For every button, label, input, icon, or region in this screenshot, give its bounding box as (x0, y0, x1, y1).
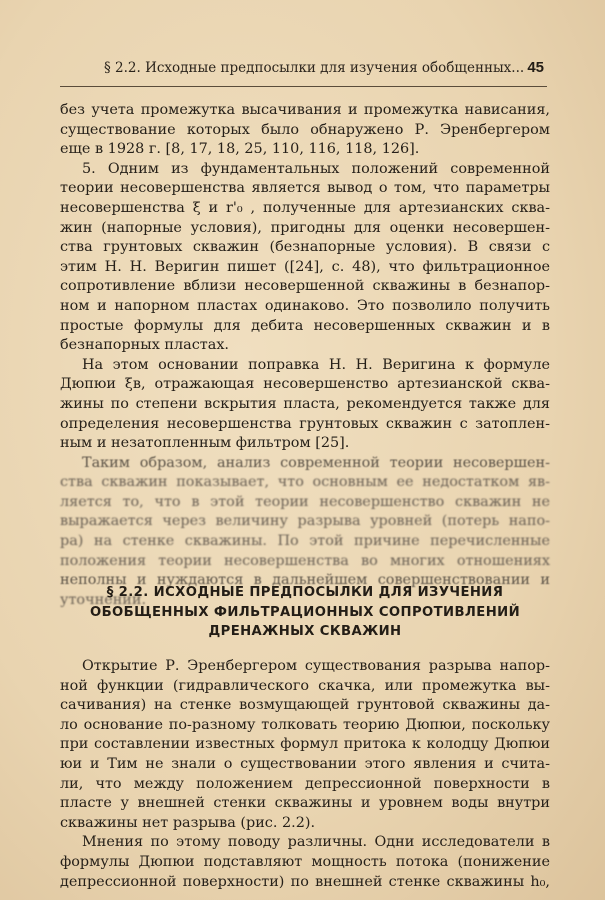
text-line: Открытие Р. Эренбергером существования разрыва напор- (82, 658, 550, 674)
section-text-block (60, 657, 550, 892)
text-line: На этом основании поправка Н. Н. Веригина к формуле (82, 356, 550, 373)
text-line: пласте у внешней стенки скважины и уровнем воды внутри (60, 795, 550, 812)
running-head (104, 60, 544, 82)
page-number: 45 (527, 59, 544, 76)
text-line: ным и незатопленным фильтром [25]. (60, 435, 350, 452)
paragraph-discovery (60, 657, 550, 833)
text-line: формулы Дюпюи подставляют мощность потока (понижение (60, 853, 550, 870)
text-line: еще в 1928 г. [8, 17, 18, 25, 110, 116, 118, 126]. (60, 141, 420, 158)
text-line: ном и напорном пластах одинаково. Это позволило получить (60, 297, 550, 314)
text-line: определения несовершенства грунтовых скважин с затоплен- (60, 415, 550, 432)
text-line: скважины нет разрыва (рис. 2.2). (60, 814, 316, 831)
text-line: существование которых было обнаружено Р. Эренбергером (60, 121, 550, 138)
section-heading-line: ОБОБЩЕННЫХ ФИЛЬТРАЦИОННЫХ СОПРОТИВЛЕНИЙ (89, 604, 521, 620)
text-line: ра) на стенке скважины. По этой причине перечисленные (60, 533, 550, 550)
text-line: положения теории несовершенства во многих отношениях (60, 552, 550, 569)
paragraph-point-5 (60, 160, 550, 356)
text-line: депрессионной поверхности) по внешней стенке скважины h₀, (60, 873, 550, 890)
text-line: при составлении известных формул притока к колодцу Дюпюи (60, 736, 550, 753)
text-line: безнапорных пластах. (60, 337, 230, 354)
text-line: ства грунтовых скважин (безнапорные условия). В связи с (60, 239, 550, 256)
text-line: простые формулы для дебита несовершенных скважин и в (60, 317, 550, 334)
text-line: сачивания) на стенке возмущающей грунтовой скважины да- (60, 697, 550, 714)
section-heading-line: ДРЕНАЖНЫХ СКВАЖИН (208, 624, 402, 639)
text-line: выражается через величину разрыва уровней (потерь напо- (60, 513, 550, 530)
text-line: жины по степени вскрытия пласта, рекомендуется также для (60, 395, 550, 412)
text-line: этим Н. Н. Веригин пишет ([24], с. 48), что фильтрационное (60, 258, 550, 275)
text-line: Дюпюи ξв, отражающая несовершенство артезианской сква- (60, 376, 550, 393)
text-line: ства скважин показывает, что основным ее недостатком яв- (60, 474, 550, 491)
text-line: Таким образом, анализ современной теории несовершен- (82, 454, 550, 471)
paragraph-continuation (60, 101, 550, 160)
text-line: жин (напорные условия), пригодны для оценки несовершен- (60, 219, 550, 236)
text-line: без учета промежутка высачивания и промежутка нависания, (60, 102, 550, 118)
text-line: сопротивление вблизи несовершенной скважины в безнапор- (60, 278, 550, 295)
text-line: теории несовершенства является вывод о том, что параметры (60, 180, 550, 197)
text-line: Мнения по этому поводу различны. Одни исследователи в (82, 834, 550, 851)
top-text-block (60, 101, 550, 610)
text-line: ло основание по-разному толковать теорию Дюпюи, поскольку (60, 716, 550, 733)
section-heading-line: § 2.2. ИСХОДНЫЕ ПРЕДПОСЫЛКИ ДЛЯ ИЗУЧЕНИЯ (106, 585, 504, 600)
text-line: ли, что между положением депрессионной поверхности в (60, 775, 550, 792)
text-line: неполны и нуждаются в дальнейшем совершенствовании и (60, 572, 550, 589)
section-heading (60, 583, 550, 642)
running-title: § 2.2. Исходные предпосылки для изучения обобщенных... (104, 60, 525, 76)
text-line: уточнении. (60, 591, 147, 608)
text-line: несовершенства ξ и r'₀ , полученные для артезианских сква- (60, 199, 550, 216)
text-line: 5. Одним из фундаментальных положений современной (82, 160, 550, 177)
text-line: ной функции (гидравлического скачка, или промежутка вы- (60, 677, 550, 694)
text-line: юи и Тим не знали о существовании этого явления и счита- (60, 755, 550, 772)
paragraph-opinions (60, 833, 550, 892)
paragraph-veriginsky-correction (60, 356, 550, 454)
text-line: ляется то, что в этой теории несовершенство скважин не (60, 493, 550, 510)
header-rule (60, 86, 547, 87)
